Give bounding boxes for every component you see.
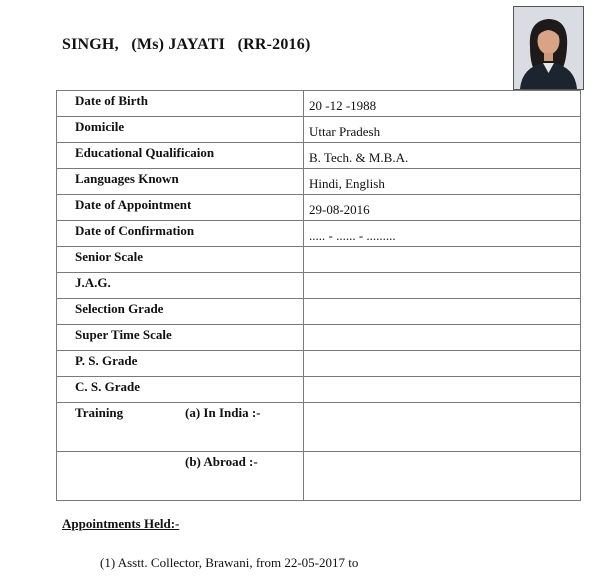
row-value-super-time-scale bbox=[304, 325, 581, 351]
table-row bbox=[57, 221, 581, 247]
row-value-domicile: Uttar Pradesh bbox=[304, 117, 581, 143]
table-row bbox=[57, 195, 581, 221]
table-row bbox=[57, 143, 581, 169]
row-value-date-of-birth: 20 -12 -1988 bbox=[304, 91, 581, 117]
row-value-date-of-confirmation: ..... - ...... - ......... bbox=[304, 221, 581, 247]
training-india-cell bbox=[57, 403, 304, 452]
training-india-value bbox=[304, 403, 581, 452]
row-value-jag bbox=[304, 273, 581, 299]
training-india-label: (a) In India :- bbox=[185, 405, 261, 420]
row-label-ps-grade: P. S. Grade bbox=[57, 351, 304, 377]
table-row bbox=[57, 247, 581, 273]
row-label-cs-grade: C. S. Grade bbox=[57, 377, 304, 403]
row-label-date-of-birth: Date of Birth bbox=[57, 91, 304, 117]
row-label-super-time-scale: Super Time Scale bbox=[57, 325, 304, 351]
training-abroad-cell bbox=[57, 452, 304, 501]
training-label: Training bbox=[75, 405, 124, 420]
table-row bbox=[57, 377, 581, 403]
appointment-item: (1) Asstt. Collector, Brawani, from 22-05-2017 to bbox=[100, 555, 359, 570]
row-value-education: B. Tech. & M.B.A. bbox=[304, 143, 581, 169]
row-label-domicile: Domicile bbox=[57, 117, 304, 143]
row-label-senior-scale: Senior Scale bbox=[57, 247, 304, 273]
row-label-date-of-appointment: Date of Appointment bbox=[57, 195, 304, 221]
row-value-cs-grade bbox=[304, 377, 581, 403]
training-abroad-value bbox=[304, 452, 581, 501]
officer-name-title: SINGH, (Ms) JAYATI (RR-2016) bbox=[62, 36, 311, 53]
table-row bbox=[57, 273, 581, 299]
row-value-selection-grade bbox=[304, 299, 581, 325]
profile-photo bbox=[513, 6, 584, 90]
row-label-languages: Languages Known bbox=[57, 169, 304, 195]
table-row bbox=[57, 299, 581, 325]
row-value-languages: Hindi, English bbox=[304, 169, 581, 195]
row-label-selection-grade: Selection Grade bbox=[57, 299, 304, 325]
row-value-ps-grade bbox=[304, 351, 581, 377]
table-row bbox=[57, 403, 581, 452]
appointments-heading: Appointments Held:- bbox=[62, 516, 180, 531]
table-row bbox=[57, 452, 581, 501]
row-value-date-of-appointment: 29-08-2016 bbox=[304, 195, 581, 221]
row-label-jag: J.A.G. bbox=[57, 273, 304, 299]
row-label-date-of-confirmation: Date of Confirmation bbox=[57, 221, 304, 247]
table-row bbox=[57, 91, 581, 117]
row-label-education: Educational Qualificaion bbox=[57, 143, 304, 169]
row-value-senior-scale bbox=[304, 247, 581, 273]
table-row bbox=[57, 351, 581, 377]
profile-table bbox=[56, 90, 581, 501]
table-row bbox=[57, 117, 581, 143]
training-abroad-label: (b) Abroad :- bbox=[185, 454, 258, 469]
table-row bbox=[57, 169, 581, 195]
table-row bbox=[57, 325, 581, 351]
person-photo-icon bbox=[514, 7, 583, 89]
